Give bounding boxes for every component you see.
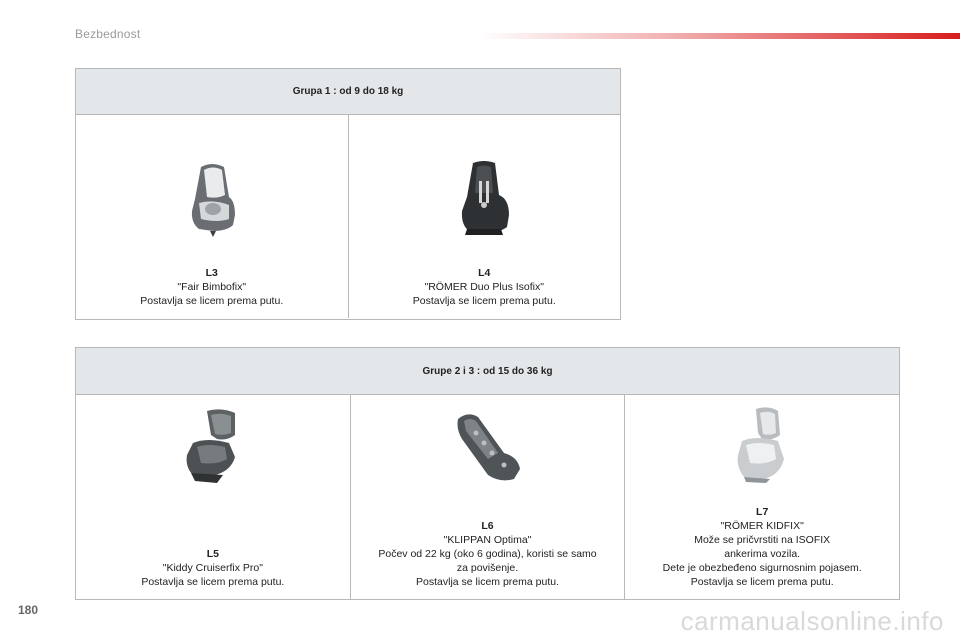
group2-table: [75, 347, 900, 600]
child-seat-image-l6: [448, 405, 528, 485]
child-seat-image-l4: [449, 159, 519, 239]
seat-description: za povišenje.: [456, 562, 519, 574]
seat-cell-l3: [76, 115, 349, 318]
seat-description: Postavlja se licem prema putu.: [141, 576, 285, 588]
seat-cell-l5: [76, 395, 351, 599]
seat-caption-l6: [357, 519, 619, 589]
seat-code: L5: [206, 548, 219, 560]
seat-caption-l5: [82, 547, 344, 589]
seat-code: L7: [756, 506, 769, 518]
seat-name: "Fair Bimbofix": [177, 281, 247, 293]
seat-cell-l6: [351, 395, 626, 599]
seat-description: Dete je obezbeđeno sigurnosnim pojasem.: [662, 562, 862, 574]
seat-code: L4: [478, 267, 491, 279]
seat-name: "RÖMER Duo Plus Isofix": [424, 281, 544, 293]
group1-title: Grupa 1 : od 9 do 18 kg: [76, 69, 620, 115]
header-rule: [480, 33, 960, 39]
child-seat-image-l7: [730, 405, 794, 485]
seat-code: L3: [205, 267, 218, 279]
seat-caption-l3: [82, 266, 342, 308]
seat-description: Počev od 22 kg (oko 6 godina), koristi se samo: [378, 548, 597, 560]
page-number: 180: [18, 603, 39, 617]
child-seat-image-l5: [177, 405, 249, 485]
seat-description: Postavlja se licem prema putu.: [140, 295, 284, 307]
seat-description: Postavlja se licem prema putu.: [412, 295, 556, 307]
seat-code: L6: [481, 520, 494, 532]
seat-description: ankerima vozila.: [724, 548, 801, 560]
seat-caption-l4: [355, 266, 615, 308]
seat-name: "RÖMER KIDFIX": [720, 520, 804, 532]
watermark: carmanualsonline.info: [680, 606, 944, 636]
section-title: Bezbednost: [75, 27, 141, 41]
seat-description: Postavlja se licem prema putu.: [690, 576, 834, 588]
group1-table: [75, 68, 621, 320]
seat-cell-l4: [349, 115, 621, 318]
seat-name: "KLIPPAN Optima": [443, 534, 532, 546]
seat-name: "Kiddy Cruiserfix Pro": [162, 562, 263, 574]
seat-description: Može se pričvrstiti na ISOFIX: [694, 534, 831, 546]
seat-caption-l7: [631, 505, 893, 589]
seat-description: Postavlja se licem prema putu.: [416, 576, 559, 588]
group2-title: Grupe 2 i 3 : od 15 do 36 kg: [76, 348, 899, 395]
seat-cell-l7: [625, 395, 899, 599]
child-seat-image-l3: [177, 159, 247, 239]
